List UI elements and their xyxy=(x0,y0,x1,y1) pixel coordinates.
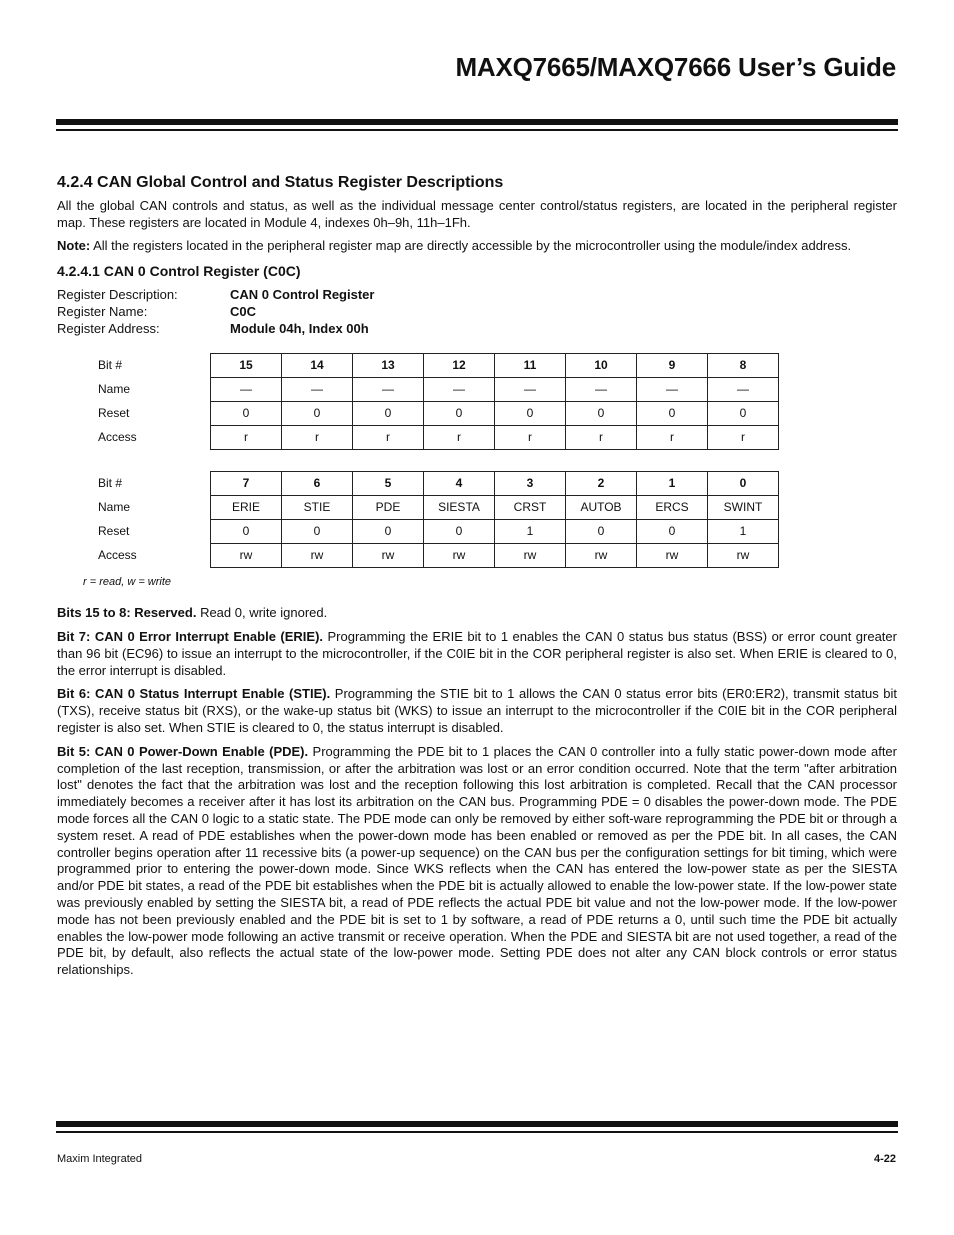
access-type-cell: r xyxy=(424,426,495,450)
bit-name-cell: — xyxy=(282,378,353,402)
reset-value-cell: 0 xyxy=(282,402,353,426)
table-row xyxy=(87,354,779,378)
bit-name-cell: SWINT xyxy=(708,496,779,520)
bit-table xyxy=(87,353,779,568)
access-type-cell: rw xyxy=(211,544,282,568)
bit-name-cell: AUTOB xyxy=(566,496,637,520)
page-title: MAXQ7665/MAXQ7666 User’s Guide xyxy=(455,52,896,82)
reset-value-cell: 0 xyxy=(495,402,566,426)
access-type-cell: rw xyxy=(708,544,779,568)
access-type-cell: r xyxy=(637,426,708,450)
access-type-cell: rw xyxy=(424,544,495,568)
reset-value-cell: 0 xyxy=(708,402,779,426)
bit-name-cell: ERCS xyxy=(637,496,708,520)
reset-value-cell: 0 xyxy=(637,402,708,426)
bit-name-cell: ERIE xyxy=(211,496,282,520)
footer-page-number: 4-22 xyxy=(873,1153,896,1165)
bit-number-cell: 11 xyxy=(495,354,566,378)
row-label: Access xyxy=(98,548,137,563)
bit-number-cell: 0 xyxy=(708,472,779,496)
access-type-cell: r xyxy=(566,426,637,450)
access-type-cell: rw xyxy=(495,544,566,568)
reset-value-cell: 1 xyxy=(708,520,779,544)
bit-table-legend: r = read, w = write xyxy=(83,576,172,589)
access-type-cell: rw xyxy=(282,544,353,568)
footer-company: Maxim Integrated xyxy=(57,1153,142,1165)
footer-rule-thick xyxy=(56,1121,898,1127)
row-label: Name xyxy=(98,500,131,515)
bit-description-label: Bits 15 to 8: Reserved. xyxy=(57,605,197,621)
access-type-cell: r xyxy=(353,426,424,450)
reg-name-label: Register Name: xyxy=(57,303,148,319)
reg-name-value: C0C xyxy=(230,303,257,319)
reg-address-label: Register Address: xyxy=(57,320,160,336)
bit-name-cell: CRST xyxy=(495,496,566,520)
row-label: Reset xyxy=(98,406,130,421)
reset-value-cell: 0 xyxy=(424,402,495,426)
bit-description-label: Bit 7: CAN 0 Error Interrupt Enable (ERIE). xyxy=(57,628,324,644)
reset-value-cell: 0 xyxy=(211,520,282,544)
access-type-cell: r xyxy=(495,426,566,450)
bit-description xyxy=(57,605,897,622)
bit-number-cell: 5 xyxy=(353,472,424,496)
row-label: Access xyxy=(98,430,137,445)
bit-number-cell: 10 xyxy=(566,354,637,378)
reg-address-value: Module 04h, Index 00h xyxy=(230,320,369,336)
reg-description-value: CAN 0 Control Register xyxy=(230,286,375,302)
bit-name-cell: STIE xyxy=(282,496,353,520)
reset-value-cell: 0 xyxy=(566,520,637,544)
access-type-cell: rw xyxy=(566,544,637,568)
bit-name-cell: — xyxy=(637,378,708,402)
section-intro: All the global CAN controls and status, as well as the individual message center control/status registers, are located in the peripheral register map. These registers are located in Module 4, indexes 0h–9h, 11h–1Fh. xyxy=(57,197,897,230)
access-type-cell: r xyxy=(282,426,353,450)
bit-name-cell: — xyxy=(495,378,566,402)
bit-name-cell: SIESTA xyxy=(424,496,495,520)
table-row xyxy=(87,472,779,496)
row-label: Name xyxy=(98,382,131,397)
bit-number-cell: 1 xyxy=(637,472,708,496)
bit-name-cell: PDE xyxy=(353,496,424,520)
reset-value-cell: 0 xyxy=(353,520,424,544)
bit-number-cell: 4 xyxy=(424,472,495,496)
note-paragraph xyxy=(57,238,897,255)
table-spacer xyxy=(87,450,779,472)
row-label: Bit # xyxy=(98,358,123,373)
note-text: All the registers located in the peripheral register map are directly accessible by the microcontroller using the module/index address. xyxy=(90,238,852,254)
bit-number-cell: 7 xyxy=(211,472,282,496)
reg-description-label: Register Description: xyxy=(57,286,178,302)
bit-description xyxy=(57,629,897,679)
reset-value-cell: 0 xyxy=(211,402,282,426)
access-type-cell: rw xyxy=(353,544,424,568)
bit-description-text: Read 0, write ignored. xyxy=(196,605,328,621)
header-rule-thin xyxy=(56,129,898,131)
bit-number-cell: 13 xyxy=(353,354,424,378)
bit-number-cell: 14 xyxy=(282,354,353,378)
bit-description-text: Programming the PDE bit to 1 places the CAN 0 controller into a fully static power-down mode after completion of the last reception, transmission, or after the arbitration was lost or an error condition occurred. Note that the term "after arbitration lost" denotes the fact that the arbitration was lost and the reception following this lost arbitration is completed. Recall that the CAN processor immediately becomes a receiver after it has lost its arbitration on the CAN bus. Programming PDE = 0 disables the power-down mode. The PDE mode forces all the CAN 0 logic to a static state. The PDE mode can only be removed by either soft-ware reprogramming the PDE bit or through a system reset. A read of PDE establishes when the power-down mode has been enabled or removed as per the PDE bit. In all cases, the CAN controller begins operation after 11 recessive bits (a power-up sequence) on the CAN bus per the configuration settings for bit timing, which were programmed prior to entering the power-down mode. Since WKS reflects when the CAN has entered the low-power state as per the SIESTA and/or PDE bit states, a read of the PDE bit establishes when the PDE bit is actually allowed to enable the low-power state. If the low-power state was previously enabled by setting the SIESTA bit, a read of PDE reflects the actual PDE bit value and not the low-power mode. If the low-power mode has not been previously enabled and the PDE bit is set to 1 by software, a read of PDE returns a 0, until such time the PDE bit actually enables the low-power mode following an active transmit or receive operation. When the PDE and SIESTA bit are not used together, a read of the PDE bit, by default, also reflects the actual state of the low-power mode. Setting PDE does not alter any CAN block controls or error status relationships. xyxy=(57,743,897,978)
access-type-cell: r xyxy=(211,426,282,450)
bit-name-cell: — xyxy=(424,378,495,402)
bit-description-label: Bit 6: CAN 0 Status Interrupt Enable (STIE). xyxy=(57,686,331,702)
bit-description xyxy=(57,744,897,979)
bit-number-cell: 15 xyxy=(211,354,282,378)
reset-value-cell: 0 xyxy=(353,402,424,426)
footer-rule-thin xyxy=(56,1131,898,1133)
bit-number-cell: 6 xyxy=(282,472,353,496)
bit-description-text: Programming the ERIE bit to 1 enables the CAN 0 status bus status (BSS) or error count greater than 96 bit (EC96) to issue an interrupt to the microcontroller, if the C0IE bit in the COR peripheral register is also set. When ERIE is cleared to 0, the error interrupt is disabled. xyxy=(57,628,897,678)
bit-description xyxy=(57,686,897,736)
bit-number-cell: 12 xyxy=(424,354,495,378)
bit-name-cell: — xyxy=(708,378,779,402)
bit-name-cell: — xyxy=(566,378,637,402)
row-label: Reset xyxy=(98,524,130,539)
table-row xyxy=(87,520,779,544)
reset-value-cell: 0 xyxy=(424,520,495,544)
note-label: Note: xyxy=(57,238,91,254)
bit-name-cell: — xyxy=(353,378,424,402)
reset-value-cell: 0 xyxy=(637,520,708,544)
reset-value-cell: 0 xyxy=(282,520,353,544)
bit-description-text: Programming the STIE bit to 1 allows the CAN 0 status error bits (ER0:ER2), transmit status bit (TXS), receive status bit (RXS), or the wake-up status bit (WKS) to issue an interrupt to the microcontroller if the C0IE bit in the COR peripheral register is also set. When STIE is cleared to 0, the status interrupt is disabled. xyxy=(57,686,897,735)
row-label: Bit # xyxy=(98,476,123,491)
table-row xyxy=(87,378,779,402)
bit-number-cell: 3 xyxy=(495,472,566,496)
reset-value-cell: 1 xyxy=(495,520,566,544)
access-type-cell: r xyxy=(708,426,779,450)
main-content xyxy=(57,175,897,986)
bit-description-label: Bit 5: CAN 0 Power-Down Enable (PDE). xyxy=(57,743,309,759)
access-type-cell: rw xyxy=(637,544,708,568)
table-row xyxy=(87,402,779,426)
bit-name-cell: — xyxy=(211,378,282,402)
bit-number-cell: 2 xyxy=(566,472,637,496)
register-info xyxy=(57,287,897,337)
reset-value-cell: 0 xyxy=(566,402,637,426)
section-heading: 4.2.4 CAN Global Control and Status Register Descriptions xyxy=(57,174,504,191)
table-row xyxy=(87,544,779,568)
table-row xyxy=(87,426,779,450)
bit-number-cell: 8 xyxy=(708,354,779,378)
bit-descriptions xyxy=(57,605,897,979)
bit-number-cell: 9 xyxy=(637,354,708,378)
table-row xyxy=(87,496,779,520)
header-rule-thick xyxy=(56,119,898,125)
subsection-heading: 4.2.4.1 CAN 0 Control Register (C0C) xyxy=(57,263,301,280)
